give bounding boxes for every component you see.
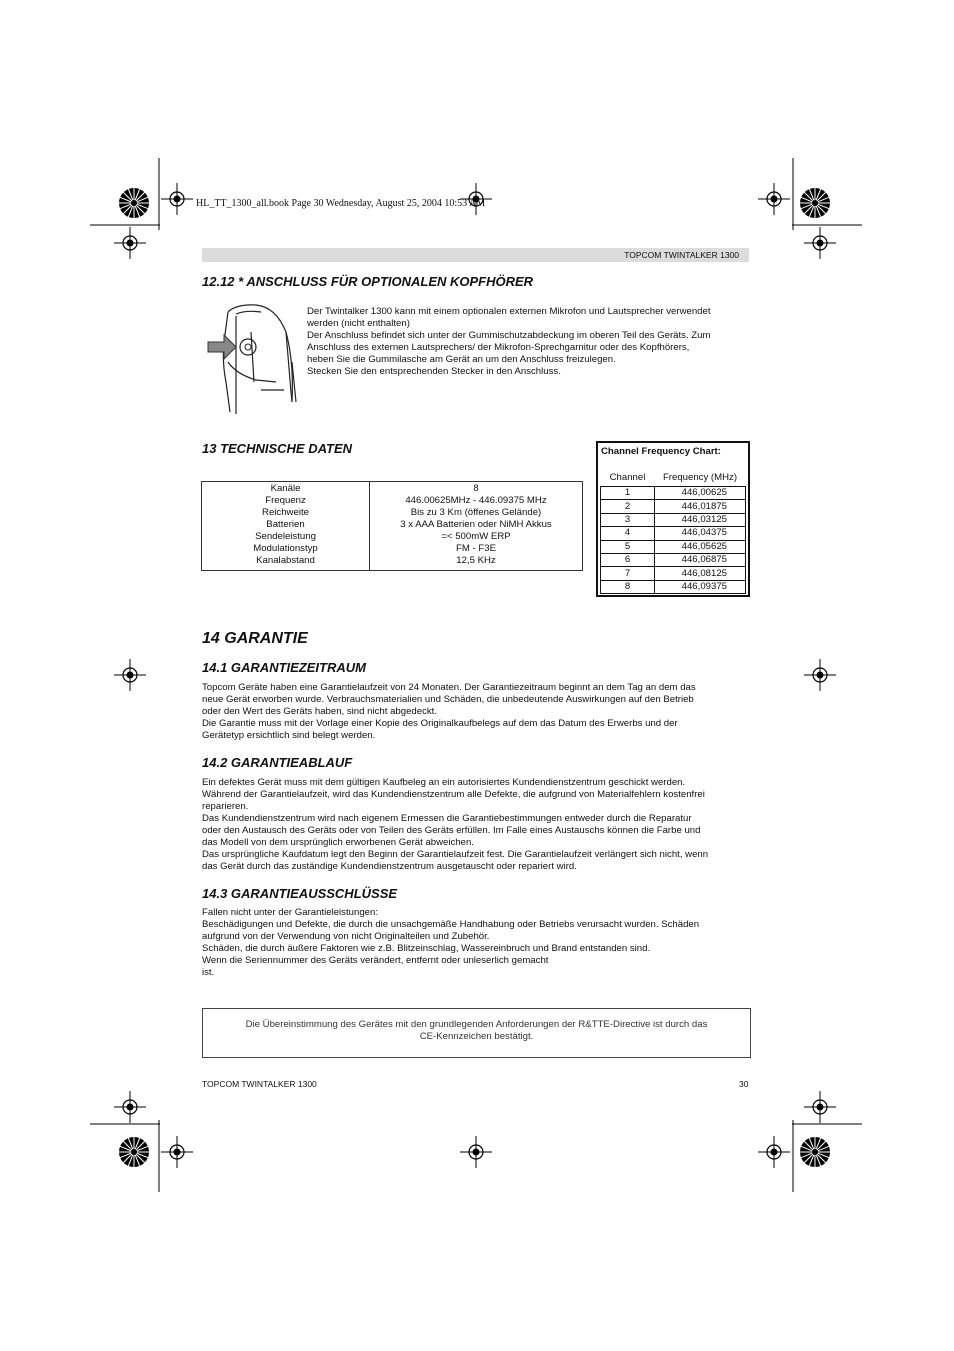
channel-frequency: 446,01875 [655,500,746,513]
table-row [601,540,746,553]
channel-frequency-chart [596,441,750,597]
freq-chart-title: Channel Frequency Chart: [601,446,721,457]
spec-label: Kanäle [270,483,301,494]
ce-compliance-text: Die Übereinstimmung des Gerätes mit den grundlegenden Anforderungen der R&TTE-Directive ist durch das CE-Kennzeichen bestätigt. [245,1019,708,1042]
section-14-1-text: Topcom Geräte haben eine Garantielaufzeit von 24 Monaten. Der Garantiezeitraum beginnt an dem Tag an dem das neue Gerät erworben wurde. Verbrauchsmaterialien und Schäden, die unbedeutende Auswirkungen auf den Betrieb oder den Wert des Geräts haben, sind nicht abgedeckt. Die Garantie muss mit der Vorlage einer Kopie des Originalkaufbelegs auf dem das Datum des Erwerbs und der Gerätetyp ersichtlich sind belegt werden. [202,682,696,741]
spec-value: 446.00625MHz - 446.09375 MHz [405,495,547,506]
spec-value: =< 500mW ERP [441,531,511,542]
section-14-2-text: Ein defektes Gerät muss mit dem gültigen Kaufbeleg an ein autorisiertes Kundendienstzentrum geschickt werden. Während der Garantielaufzeit, wird das Kundendienstzentrum alle Defekte, die aufgrund von Materialfehlern kostenfrei reparieren. Das Kundendienstzentrum wird nach eigenem Ermessen die Garantiebestimmungen entweder durch die Reparatur oder den Austausch des Geräts oder von Teilen des Geräts erfüllen. Im Falle eines Austauschs können die Farbe und das Modell von dem ursprünglich erworbenen Gerät abweichen. Das ursprüngliche Kaufdatum legt den Beginn der Garantielaufzeit fest. Die Garantielaufzeit verlängert sich nicht, wenn das Gerät durch das zuständige Kundendienstzentrum ausgetauscht oder repariert wird. [202,777,709,872]
table-row [601,500,746,513]
spec-value: 8 [473,483,479,494]
running-header-title: TOPCOM TWINTALKER 1300 [624,250,739,260]
specs-table [201,481,583,571]
section-12-12-text: Der Twintalker 1300 kann mit einem optionalen externen Mikrofon und Lautsprecher verwendet werden (nicht enthalten) Der Anschluss befindet sich unter der Gummischutzabdeckung im oberen Teil des Geräts. Zum Anschluss des externen Lautsprechers/ der Mikrofon-Sprechgarnitur oder des Kopfhörers, heben Sie die Gummilasche am Gerät an um den Anschluss freizulegen. Stecken Sie den entsprechenden Stecker in den Anschluss. [307,306,711,377]
spec-value: FM - F3E [456,543,496,554]
section-14-3-heading: 14.3 GARANTIEAUSSCHLÜSSE [202,886,398,901]
table-row [601,567,746,580]
spec-label: Batterien [266,519,305,530]
channel-frequency: 446,05625 [655,540,746,553]
channel-frequency: 446,06875 [655,553,746,566]
freq-col-channel: Channel [609,471,646,483]
channel-number: 1 [601,487,655,500]
spec-label: Reichweite [262,507,309,518]
spec-label: Sendeleistung [255,531,316,542]
specs-labels [202,482,370,570]
channel-frequency: 446,09375 [655,580,746,593]
channel-frequency: 446,00625 [655,487,746,500]
table-row [601,553,746,566]
section-14-2-heading: 14.2 GARANTIEABLAUF [202,755,353,770]
spec-label: Kanalabstand [256,555,315,566]
table-row [601,513,746,526]
channel-number: 4 [601,527,655,540]
specs-values [370,482,582,570]
table-row [601,527,746,540]
freq-col-frequency: Frequency (MHz) [662,471,738,483]
freq-table [600,468,746,594]
ce-compliance-notice [202,1008,751,1058]
channel-number: 5 [601,540,655,553]
spec-value: Bis zu 3 Km (öffenes Gelände) [410,507,542,518]
table-row [601,580,746,593]
channel-number: 6 [601,553,655,566]
section-14-heading: 14 GARANTIE [202,630,308,647]
channel-number: 2 [601,500,655,513]
print-slug: HL_TT_1300_all.book Page 30 Wednesday, August 25, 2004 10:53 AM [196,198,486,209]
section-12-12-heading: 12.12 * ANSCHLUSS FÜR OPTIONALEN KOPFHÖRER [202,274,534,289]
section-14-1-heading: 14.1 GARANTIEZEITRAUM [202,660,366,675]
channel-frequency: 446,08125 [655,567,746,580]
spec-label: Frequenz [265,495,306,506]
table-row [601,487,746,500]
footer-title: TOPCOM TWINTALKER 1300 [202,1079,317,1089]
running-header [202,248,749,262]
channel-number: 8 [601,580,655,593]
channel-number: 7 [601,567,655,580]
spec-value: 12,5 KHz [456,555,496,566]
headset-jack-illustration [206,302,306,417]
channel-frequency: 446,04375 [655,527,746,540]
section-13-heading: 13 TECHNISCHE DATEN [202,441,353,456]
channel-frequency: 446,03125 [655,513,746,526]
channel-number: 3 [601,513,655,526]
page-number: 30 [739,1079,749,1089]
spec-label: Modulationstyp [253,543,318,554]
spec-value: 3 x AAA Batterien oder NiMH Akkus [400,519,552,530]
section-14-3-text: Fallen nicht unter der Garantieleistungen: Beschädigungen und Defekte, die durch die unsachgemäße Handhabung oder Betriebs verursacht wurden. Schäden aufgrund von der Verwendung von nicht Originalteilen und Zubehör. Schäden, die durch äußere Faktoren wie z.B. Blitzeinschlag, Wassereinbruch und Brand entstanden sind. Wenn die Seriennummer des Geräts verändert, entfernt oder unleserlich gemacht ist. [202,907,700,978]
